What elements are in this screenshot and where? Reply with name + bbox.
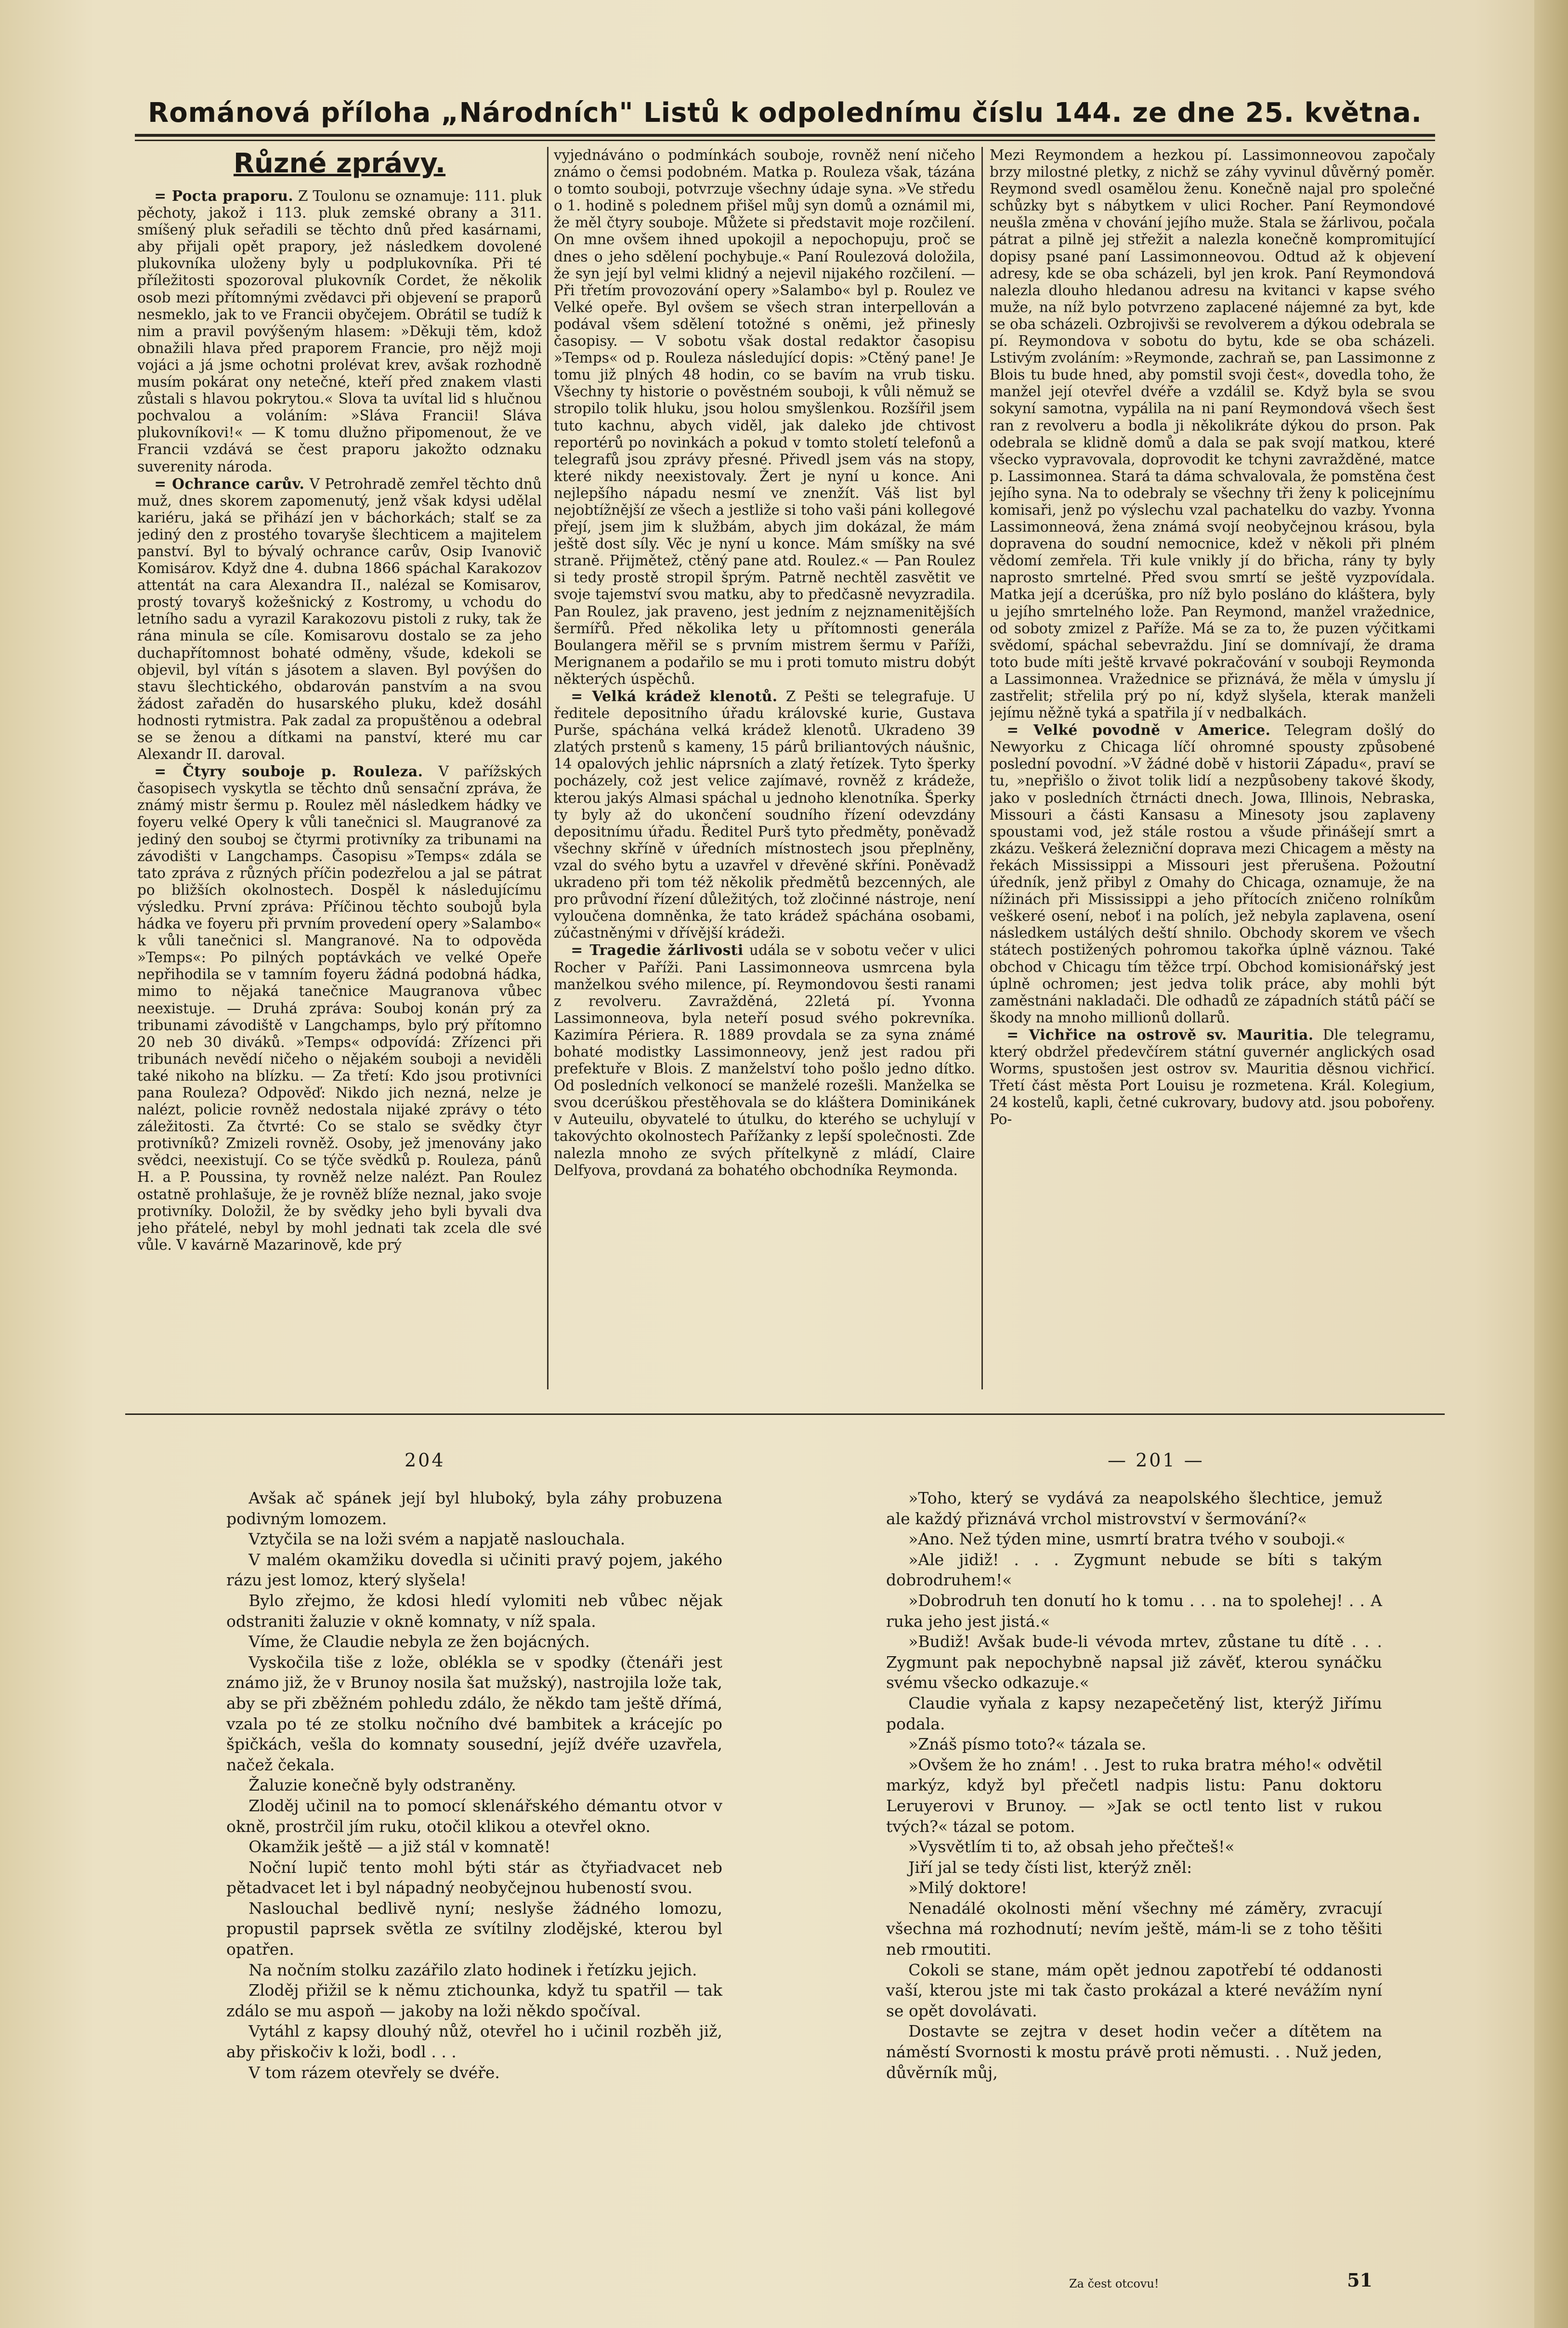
novel-paragraph: »Znáš písmo toto?« tázala se. <box>908 1735 1147 1754</box>
footer-page-number: 51 <box>1347 2269 1372 2291</box>
article-body: Telegram došlý do Newyorku z Chicaga líčí ohromné spousty způsobené poslední povodní. »V žádné době v historii Západu«, praví se tu, »nepřišlo o život tolik lidí a nezpůsobeny takové škody, jako v posledních čtrnácti dnech. Jowa, Illinois, Nebraska, Missouri a části Kansasu a Minesoty jsou zaplaveny spoustami vod, jež stále rostou a všude přinášejí smrt a zkázu. Veškerá železniční doprava mezi Chicagem a městy na řekách Mississippi a Missouri jest přerušena. Požoutní úředník, jenž přibyl z Omahy do Chicaga, oznamuje, že na nížinách při Mississippi a jeho přítocích zničeno rolníkům veškeré osení, neboť i na polích, jež nebyla zaplavena, osení následkem ustálých deští shnilo. Obchody skorem ve všech státech postižených pohromou takořka úplně váznou. Také obchod v Chicagu tím těžce trpí. Obchod komisionářský jest úplně ochromen; jest jedva tolik práce, aby mohli být zaměstnáni nakladači. Dle odhadů ze západních států páčí se škody na mnoho millionů dollarů. <box>990 722 1435 1026</box>
novel-paragraph: Vztyčila se na loži svém a napjatě naslouchala. <box>248 1530 626 1549</box>
news-article <box>990 1026 1435 1128</box>
novel-paragraph: Nenadálé okolnosti mění všechny mé záměry, zvracují všechna má rozhodnutí; nevím ještě, mám-li se z toho těšiti neb rmoutiti. <box>886 1898 1382 1959</box>
banner-rule-bottom <box>135 140 1435 141</box>
column-divider <box>547 147 549 1389</box>
article-body: Z Toulonu se oznamuje: 111. pluk pěchoty, jakož i 113. pluk zemské obrany a 311. smíšený pluk seřadili se těchto dnů před kasárnami, aby přijali opět prapory, jež následkem dovolené plukovníka uloženy byly u podplukovníka. Při té příležitosti spozoroval plukovník Cordet, že několik osob mezi přítomnými zvědavci při objevení se praporů nesmeklo, jak to ve Francii obyčejem. Obrátil se tudíž k nim a pravil povýšeným hlasem: »Děkuji těm, kdož obnažili hlava před praporem Francie, pro nějž moji vojáci a já jsme ochotni prolévat krev, avšak rozhodně musím pokárat ony netečné, kteří před znakem vlasti zůstali s hlavou pokrytou.« Slova ta uvítal lid s hlučnou pochvalou a voláním: »Sláva Francii! Sláva plukovníkovi!« — K tomu dlužno připomenout, že ve Francii vzdává se čest praporu jakožto odznaku suverenity národa. <box>137 188 542 475</box>
article-body: Dle telegramu, který obdržel předevčírem státní guvernér anglických osad Worms, spustošen jest ostrov sv. Mauritia děsnou vichřicí. Třetí část města Port Louisu je rozmetena. Král. Kolegium, 24 kostelů, kapli, četné cukrovary, budovy atd. jsou pobořeny. Po- <box>990 1026 1435 1128</box>
novel-text-left <box>226 1488 722 2083</box>
news-article <box>137 763 542 1254</box>
novel-paragraph: Víme, že Claudie nebyla ze žen bojácných. <box>248 1632 590 1651</box>
news-column-3 <box>990 147 1435 1409</box>
novel-paragraph: »Toho, který se vydává za neapolského šlechtice, jemuž ale každý přiznává vrchol mistrovství v šermování?« <box>886 1489 1382 1528</box>
banner-rule-top <box>135 134 1435 137</box>
novel-paragraph: Žaluzie konečně byly odstraněny. <box>248 1776 516 1795</box>
news-article <box>554 147 975 688</box>
article-headline: = Ochrance carův. <box>154 475 305 492</box>
novel-paragraph: »Ovšem že ho znám! . . Jest to ruka bratra mého!« odvětil markýz, když byl přečetl nadpis listu: Panu doktoru Leruyerovi v Brunoy. — »Jak se octl tento list v rukou tvých?« tázal se potom. <box>886 1755 1382 1836</box>
page-fold-rule <box>125 1413 1445 1415</box>
novel-paragraph: Avšak ač spánek její byl hluboký, byla záhy probuzena podivným lomozem. <box>226 1489 722 1528</box>
novel-paragraph: V tom rázem otevřely se dvéře. <box>248 2063 500 2082</box>
news-column-1 <box>137 147 542 1409</box>
column-divider <box>981 147 983 1389</box>
novel-paragraph: Noční lupič tento mohl býti stár as čtyřiadvacet neb pětadvacet let i byl nápadný neobyčejnou hubeností svou. <box>226 1857 722 1897</box>
article-headline: = Vichřice na ostrově sv. Mauritia. <box>1006 1026 1314 1043</box>
article-headline: = Čtyry souboje p. Rouleza. <box>154 763 423 780</box>
article-body: V pařížských časopisech vyskytla se těchto dnů sensační zpráva, že známý mistr šermu p. Roulez měl následkem hádky ve foyeru velké Opery k vůli tanečnici sl. Maugranové za jediný den souboj se čtyrmi protivníky za tribunami na závodišti v Langchamps. Časopisu »Temps« zdála se tato zpráva z různých příčin podezřelou a jal se pátrat po bližších okolnostech. Dospěl k následujícímu výsledku. První zpráva: Příčinou těchto soubojů byla hádka ve foyeru při prvním provedení opery »Salambo« k vůli tanečnici sl. Mangranové. Na to odpověda »Temps«: Po pilných poptávkách ve velké Opeře nepřihodila se v tamním foyeru žádná podobná hádka, mimo to nějaká tanečnice Maugranova vůbec neexistuje. — Druhá zpráva: Souboj konán prý za tribunami závodiště v Langchamps, bylo prý přítomno 20 neb 30 diváků. »Temps« odpovídá: Zřízenci při tribunách nevědí ničeho o nějakém souboji a neviděli také nikoho na blízku. — Za třetí: Kdo jsou protivníci pana Rouleza? Odpověď: Nikdo jich nezná, nelze je nalézt, policie rovněž nedostala nijaké zprávy o této záležitosti. Za čtvrté: Co se stalo se svědky čtyr protivníků? Zmizeli rovněž. Osoby, jež jmenovány jako svědci, neexistují. Co se týče svědků p. Rouleza, pánů H. a P. Poussina, ty rovněž nelze nalézt. Pan Roulez ostatně prohlašuje, že je rovněž blíže neznal, jako svoje protivníky. Doložil, že by svědky jeho byli byvali dva jeho přátelé, nebyl by mohl jednati tak zcela dle své vůle. V kavárně Mazarinově, kde prý <box>137 763 542 1253</box>
novel-paragraph: V malém okamžiku dovedla si učiniti pravý pojem, jakého rázu jest lomoz, který slyšela! <box>226 1550 722 1590</box>
novel-page-right <box>799 1450 1568 2316</box>
novel-paragraph: »Vysvětlím ti to, až obsah jeho přečteš!« <box>908 1837 1235 1857</box>
article-body: udála se v sobotu večer v ulici Rocher v Paříži. Pani Lassimonneova usmrcena byla manželkou svého milence, pí. Reymondovou šesti ranami z revolveru. Zavražděná, 22letá pí. Yvonna Lassimonneova, byla neteří posud svého pokrevníka. Kazimíra Périera. R. 1889 provdala se za syna známé bohaté modistky Lassimonneovy, jenž jest radou při prefektuře v Blois. Z manželství toho pošlo jedno dítko. Od posledních velkonocí se manželé rozešli. Manželka se svou dcerúškou přestěhovala se do kláštera Dominikánek v Auteuilu, obyvatelé to útulku, do kterého se uchylují v takovýchto okolnostech Pařížanky z lepší společnosti. Zde nalezla mnoho ze svých přítelkyně z mládí, Claire Delfyova, provdaná za bohatého obchodníka Reymonda. <box>554 942 975 1178</box>
article-body: Mezi Reymondem a hezkou pí. Lassimonneovou započaly brzy milostné pletky, z nichž se záhy vyvinul důvěrný poměr. Reymond svedl osamělou ženu. Konečně najal pro společné schůzky byt s nábytkem v ulici Rocher. Paní Reymondové neušla změna v chování jejího muže. Stala se žárlivou, počala pátrat a pilně jej střežit a nalezla konečně kompromitující dopisy psané paní Lassimonneovou. Odtud až k objevení adresy, kde se oba scházeli, byl jen krok. Paní Reymondová nalezla dlouho hledanou adresu na kvitanci v kapse svého muže, na níž bylo potvrzeno zaplacené nájemné za byt, kde se oba scházeli. Ozbrojivši se revolverem a dýkou odebrala se pí. Reymondova v sobotu do bytu, kde se oba scházeli. Lstivým zvoláním: »Reymonde, zachraň se, pan Lassimonne z Blois tu bude hned, aby pomstil svoji čest«, dovedla toho, že manžel její otevřel dvéře a vzdálil se. Když byla se svou sokyní samotna, vypálila na ni paní Reymondová všech šest ran z revolveru a bodla ji několikráte dýkou do prson. Pak odebrala se klidně domů a dala se pak svojí matkou, které všecko vypravovala, doprovodit ke tchyni zavražděné, matce p. Lassimonnea. Stará ta dáma schvalovala, že pomstěna čest jejího syna. Na to odebraly se všechny tři ženy k policejnímu komisaři, jenž po výslechu vzal pachatelku do vazby. Yvonna Lassimonneová, žena známá svojí neobyčejnou krásou, byla dopravena do soudní nemocnice, kdež v několi při plném vědomí zemřela. Tři kule vnikly jí do břicha, rány ty byly naprosto smrtelné. Před svou smrtí se ještě vyzpovídala. Matka její a dcerúška, pro níž bylo posláno do kláštera, byly u jejího smrtelného lože. Pan Reymond, manžel vražednice, od soboty zmizel z Paříže. Má se za to, že puzen výčitkami svědomí, spáchal sebevraždu. Jiní se domnívají, že drama toto bude míti ještě krvavé pokračování v souboji Reymonda a Lassimonnea. Vražednice se přiznává, že měla v úmyslu jí zastřelit; střelila prý po ní, když slyšela, kterak manželi jejímu něžně tyká a spatřila jí v nedbalkách. <box>990 147 1435 721</box>
news-column-2 <box>554 147 975 1409</box>
novel-paragraph: Zloděj přižil se k němu ztichounka, když tu spatřil — tak zdálo se mu aspoň — jakoby na loži někdo spočíval. <box>226 1981 722 2020</box>
novel-page-left <box>19 1450 799 2316</box>
novel-paragraph: Dostavte se zejtra v deset hodin večer a dítětem na náměstí Svornosti k mostu právě proti němusti. . . Nuž jeden, důvěrník můj, <box>886 2022 1382 2082</box>
section-title: Různé zprávy. <box>233 148 446 179</box>
novel-paragraph: »Ale jidiž! . . . Zygmunt nebude se bíti s takým dobrodruhem!« <box>886 1550 1382 1590</box>
novel-paragraph: Zloděj učinil na to pomocí sklenářského démantu otvor v okně, prostrčil jím ruku, otočil klikou a otevřel okno. <box>226 1796 722 1836</box>
page-number: — 201 — <box>1108 1450 1204 1471</box>
article-body: V Petrohradě zemřel těchto dnů muž, dnes skorem zapomenutý, jenž však kdysi udělal kariéru, jaká se přihází jen v báchorkách; stalť se za jediný den z prostého tovaryše šlechticem a majitelem panství. Byl to bývalý ochrance carův, Osip Ivanovič Komisárov. Když dne 4. dubna 1866 spáchal Karakozov attentát na cara Alexandra II., nalézal se Komisarov, prostý tovaryš kožešnický z Kostromy, u vchodu do letního sadu a vyrazil Karakozovu pistoli z ruky, tak že rána minula se cíle. Komisarovu dostalo se za jeho duchapřítomnost bohaté odměny, všude, kdekoli se objevil, byl vítán s jásotem a slaven. Byl povýšen do stavu šlechtického, obdarován panstvím a na svou žádost zařaděn do husarského pluku, kdež dosáhl hodnosti rytmistra. Pak zadal za propuštěnou a odebral se se ženou a dítkami na panství, které mu car Alexandr II. daroval. <box>137 475 542 763</box>
col3-articles <box>990 147 1435 1128</box>
novel-paragraph: »Budiž! Avšak bude-li vévoda mrtev, zůstane tu dítě . . . Zygmunt pak nepochybně napsal již závěť, kterou synáčku svému všecko odkazuje.« <box>886 1632 1382 1692</box>
novel-paragraph: Claudie vyňala z kapsy nezapečetěný list, kterýž Jiřímu podala. <box>886 1693 1382 1733</box>
article-headline: = Velké povodně v Americe. <box>1006 721 1271 739</box>
news-article <box>554 688 975 942</box>
page-number: 204 <box>405 1450 445 1471</box>
news-article <box>137 187 542 475</box>
article-body: Z Pešti se telegrafuje. U ředitele depositního úřadu královské kurie, Gustava Purše, spáchána velká krádež klenotů. Ukradeno 39 zlatých prstenů s kameny, 15 párů briliantových náušnic, 14 opalových jehlic náprsních a zlatý řetízek. Tyto šperky pocházely, což jest velice zajímavé, rovněž z krádeže, kterou jakýs Almasi spáchal u jednoho klenotníka. Šperky ty byly až do ukončení soudního řízení odevzdány depositnímu úřadu. Ředitel Purš tyto předměty, poněvadž všechny skříně v úředních místnostech jsou přeplněny, vzal do svého bytu a uzavřel v dřevěné skříni. Poněvadž ukradeno při tom též několik předmětů bezcenných, ale pro průvodní řízení důležitých, tož zločinné nástroje, není vyloučena domněnka, že tato krádež spáchána osobami, zúčastněnými v dřívější krádeži. <box>554 688 975 942</box>
article-headline: = Velká krádež klenotů. <box>571 688 778 705</box>
novel-paragraph: »Ano. Než týden mine, usmrtí bratra tvého v souboji.« <box>908 1530 1346 1549</box>
novel-paragraph: Cokoli se stane, mám opět jednou zapotřebí té oddanosti vaší, kterou jste mi tak často prokázal a které nevážím nyní se opět dovolávati. <box>886 1960 1382 2020</box>
col1-articles <box>137 187 542 1254</box>
article-headline: = Tragedie žárlivosti <box>571 942 744 959</box>
col2-articles <box>554 147 975 1179</box>
novel-paragraph: Jiří jal se tedy čísti list, kterýž zněl: <box>908 1857 1192 1877</box>
novel-paragraph: Vyskočila tiše z lože, oblékla se v spodky (čtenáři jest známo již, že v Brunoy nosila šat mužský), nastrojila lože tak, aby se při zběžném pohledu zdálo, že někdo tam ještě dřímá, vzala po té ze stolku nočního dvé bambitek a krácejíc po špičkách, vešla do komnaty sousední, jejíž dvéře uzavřela, načež čekala. <box>226 1652 722 1774</box>
novel-paragraph: »Milý doktore! <box>908 1878 1028 1897</box>
novel-paragraph: Naslouchal bedlivě nyní; neslyše žádného lomozu, propustil paprsek světla ze svítilny zlodějské, kterou byl opatřen. <box>226 1898 722 1959</box>
novel-paragraph: Okamžik ještě — a již stál v komnatě! <box>248 1837 551 1857</box>
novel-paragraph: Na nočním stolku zazářilo zlato hodinek i řetízku jejich. <box>248 1960 697 1979</box>
news-article <box>137 475 542 763</box>
novel-text-right <box>886 1488 1382 2083</box>
article-headline: = Pocta praporu. <box>154 187 294 204</box>
novel-paragraph: »Dobrodruh ten donutí ho k tomu . . . na to spolehej! . . A ruka jeho jest jistá.« <box>886 1591 1382 1631</box>
news-article <box>990 721 1435 1026</box>
novel-paragraph: Bylo zřejmo, že kdosi hledí vylomiti neb vůbec nějak odstraniti žaluzie v okně komnaty, v níž spala. <box>226 1591 722 1631</box>
article-body: vyjednáváno o podmínkách souboje, rovněž není ničeho známo o čemsi podobném. Matka p. Rouleza však, tázána o tomto souboji, potvrzuje všechny údaje syna. »Ve středu o 1. hodině s polednem přišel můj syn domů a oznámil mi, že měl čtyry souboje. Můžete si představit moje rozčilení. On mne ovšem ihned upokojil a nepochopuju, proč se dnes o jeho sdělení pochybuje.« Paní Roulezová doložila, že syn její byl velmi klidný a nejevil nijakého rozčilení. — Při třetím provozování opery »Salambo« byl p. Roulez ve Velké opeře. Byl ovšem se všech stran interpellován a podával všem sdělení totožné s oněmi, jež přinesly časopisy. — V sobotu však dostal redaktor časopisu »Temps« od p. Rouleza následující dopis: »Ctěný pane! Je tomu již plných 48 hodin, co se bavím na vrub tisku. Všechny ty historie o pověstném souboji, k vůli němuž se stropilo tolik hluku, jsou holou smyšlenkou. Rozšířil jsem tuto kachnu, abych viděl, jak daleko jde chtivost reportérů po novinkách a pokud v tomto století telefonů a telegrafů jsou zprávy přesné. Přivedl jsem vás na stopy, které nikdy neexistovaly. Žert je nyní u konce. Ani nejlepšího nápadu nesmí ve znenžít. Váš list byl nejobtížnější ze všech a jestliže si toho vaši páni kollegové přejí, jsem jim k službám, abych jim dokázal, že mám ještě dost síly. Věc je nyní u konce. Mám smíšky na své straně. Přijmětež, ctěný pane atd. Roulez.« — Pan Roulez si tedy prostě stropil šprým. Patrně nechtěl zasvětit ve svoje tajemství svou matku, aby to předčasně nevyzradila. Pan Roulez, jak praveno, jest jedním z nejznamenitějších šermířů. Před několika lety u přítomnosti generála Boulangera měřil se s prvním mistrem šermu v Paříži, Merignanem a podařilo se mu i proti tomuto mistru dobýt některých úspěchů. <box>554 147 975 687</box>
supplement-banner: Románová příloha „Národních" Listů k odpolednímu číslu 144. ze dne 25. května. <box>148 97 1422 129</box>
news-article <box>554 942 975 1178</box>
footer-title: Za čest otcovu! <box>1069 2277 1159 2290</box>
news-article <box>990 147 1435 721</box>
novel-paragraph: Vytáhl z kapsy dlouhý nůž, otevřel ho i učinil rozběh již, aby přiskočiv k loži, bodl . . . <box>226 2022 722 2062</box>
